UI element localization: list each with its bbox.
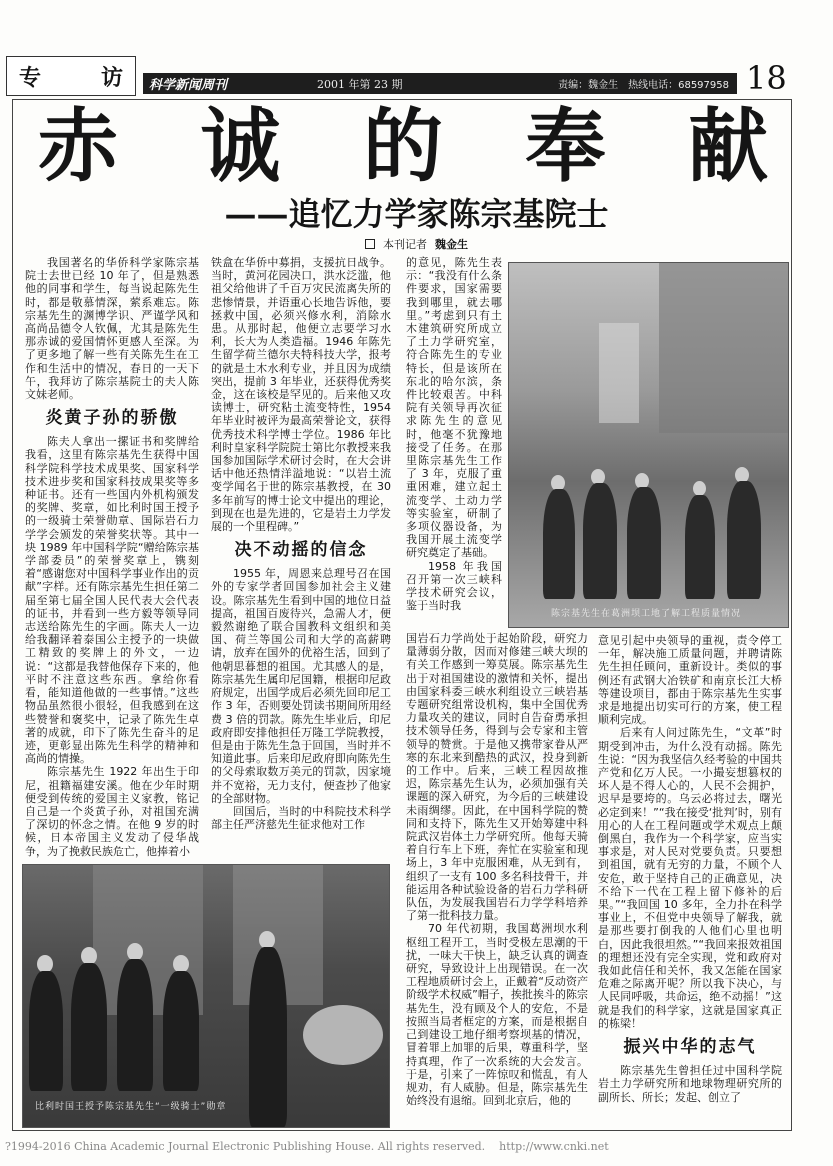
photo-caption: 陈宗基先生在葛洲坝工地了解工程质量情况: [551, 609, 742, 619]
paragraph: 1958 年我国召开第一次三峡科学技术研究会议，鉴于当时我: [406, 559, 502, 613]
paragraph: 国岩石力学尚处于起始阶段，研究力量薄弱分散，因而对修建三峡大坝的有关工作感到一筹莫展。陈宗基先生出于对祖国建设的激情和关怀，提出由国家科委三峡水利组设立三峡岩基专题研究组常设机构，集中全国优秀力量攻关的建议，同时自告奋勇承担技术领导任务，得到与会专家和主管领导的赞赏。于是他又携带家眷从严寒的东北来到酷热的武汉，投身到新的工作中。后来，三峡工程因故推迟，陈宗基先生认为，必须加强有关课题的深入研究，为今后的三峡建设未雨绸缪。因此，在中国科学院的赞同和支持下，陈先生又开始筹建中科院武汉岩体土力学研究所。他每天骑着自行车上下班，奔忙在实验室和现场上，3 年中克服困难，从无到有，组织了一支有 100 多名科技骨干，并能运用各种试验设备的岩石力学科研队伍，为发展我国岩石力学学科培养了第一批科技力量。: [406, 632, 588, 923]
title-char: 献: [688, 100, 768, 193]
paragraph: 后来有人问过陈先生，“文革”时期受到冲击，为什么没有动摇。陈先生说：“因为我坚信久经考验的中国共产党和亿万人民。一小撮妄想篡权的坏人是不得人心的，人民不会拥护，迟早是要垮的。乌云必将过去，曙光必定到来！”“我在接受‘批判’时，别有用心的人在工程问题或学术观点上颠倒黑白，我作为一个科学家，应当实事求是，对人民对党要负责。只要想到祖国，就有无穷的力量，不顾个人安危，敢于坚持自己的正确意见，决不给下一代在工程上留下修补的后果。”“我回国 10 多年，全力扑在科学事业上，不但党中央领导了解我，就是那些要打倒我的人他们心里也明白，因此我很坦然。”“我回来报效祖国的理想还没有完全实现，党和政府对我如此信任和关怀，我又怎能在国家危难之际离开呢？所以我下决心，与人民同呼吸，共命运，绝不动摇！”这就是我们的科学家，这就是国家真正的栋梁！: [598, 726, 782, 1030]
article-title: [38, 100, 768, 193]
paragraph: 陈宗基先生曾担任过中国科学院岩土力学研究所和地球物理研究所的副所长、所长；发起、创立了: [598, 1064, 782, 1104]
publication-name: 科学新闻周刊: [149, 78, 228, 93]
column-4: [598, 634, 782, 1128]
paragraph: 铁盒在华侨中募捐，支援抗日战争。当时，黄河花园决口，洪水泛滥，他祖父给他讲了千百万灾民流离失所的悲惨情景，并语重心长地告诉他，要拯救中国，必须兴修水利，消除水患。从那时起，他便立志要学习水利，长大为人类造福。1946 年陈先生留学荷兰德尔夫特科技大学，报考的就是土木水利专业，并且因为成绩突出，提前 3 年毕业，还获得优秀奖金，这在该校是罕见的。后来他又攻读博士，研究粘土流变特性，1954 年毕业时被评为最高荣誉论文，获得优秀技术科学博士学位。1986 年比利时皇家科学院院士第比尔教授来我国参加国际学术研讨会时，在大会讲话中他还热情洋溢地说：“以岩土流变学闻名于世的陈宗基教授，在 30 多年前写的博士论文中提出的理论，到现在也是先进的，它是岩土力学发展的一个里程碑。”: [211, 256, 391, 534]
author-name: 魏金生: [435, 238, 468, 251]
section-heading: 炎黄子孙的骄傲: [45, 408, 179, 429]
square-bullet-icon: [365, 239, 375, 249]
title-char: 的: [363, 100, 443, 193]
column-1: [25, 256, 199, 858]
title-char: 诚: [200, 100, 281, 193]
column-3-narrow: [406, 256, 502, 630]
column-3: [406, 632, 588, 1128]
byline-prefix: 本刊记者: [383, 238, 427, 251]
section-char: 专: [19, 65, 42, 91]
paragraph: 陈宗基先生 1922 年出生于印尼，祖籍福建安溪。他在少年时期便受到传统的爱国主义家教，铭记自己是一个炎黄子孙，对祖国充满了深切的怀念之情。在他 9 岁的时候，日本帝国主义发动了侵华战争，为了挽救民族危亡，他捧着小: [25, 765, 199, 858]
masthead-bar: [143, 73, 737, 94]
issue-number: 2001 年第 23 期: [317, 77, 403, 91]
column-2: [211, 256, 391, 858]
paragraph: 的意见，陈先生表示：“我没有什么条件要求，国家需要我到哪里，就去哪里。”考虑到只有土木建筑研究所成立了土力学研究室，符合陈先生的专业特长，但是该所在东北的哈尔滨，条件比较艰苦。中科院有关领导再次征求陈先生的意见时，他毫不犹豫地接受了任务。在那里陈宗基先生工作了 3 年，克服了重重困难，建立起土流变学、土动力学等实验室，研制了多项仪器设备，为我国开展土流变学研究奠定了基础。: [406, 256, 502, 560]
page-number: 18: [742, 60, 791, 96]
title-char: 赤: [38, 100, 118, 193]
paragraph: 陈夫人拿出一摞证书和奖牌给我看，这里有陈宗基先生获得中国科学院科学技术成果奖、国家科学技术进步奖和国家科技成果奖等多种证书。还有一些国内外机构颁发的奖牌、奖章，如比利时国王授予的一级骑士荣誉勋章、国际岩石力学学会颁发的荣誉奖状等。其中一块 1989 年中国科学院“赠给陈宗基学部委员”的荣誉奖章上，镌刻着“感谢您对中国科学事业作出的贡献”字样。还有陈宗基先生担任第二届至第七届全国人民代表大会代表的证书，并看到一些方毅等领导同志送给陈先生的字画。陈夫人一边给我翻译着泰国公主授予的一块做工精致的奖牌上的外文，一边说：“这都是我替他保存下来的，他平时不注意这些东西。拿给你看看，能知道他做的一些事情。”这些物品虽然很小很轻，但我感到在这些赞誉和褒奖中，记录了陈先生卓著的成就，印下了陈先生奋斗的足迹，更彰显出陈先生科学的精神和高尚的情操。: [25, 435, 199, 766]
photo-caption: 比利时国王授予陈宗基先生“一级骑士”勋章: [35, 1102, 227, 1112]
paragraph: 回国后，当时的中科院技术科学部主任严济慈先生征求他对工作: [211, 804, 391, 832]
title-char: 奉: [525, 100, 606, 193]
editor-hotline: 责编：魏金生 热线电话：68597958: [558, 80, 729, 91]
copyright-notice: ?1994-2016 China Academic Journal Electronic Publishing House. All rights reserved.: [5, 1140, 486, 1153]
section-heading: 决不动摇的信念: [234, 540, 368, 561]
photo-award-ceremony: [22, 864, 390, 1128]
paragraph: 1955 年，周恩来总理号召在国外的专家学者回国参加社会主义建设。陈宗基先生看到中国的地位日益提高，祖国百废待兴，急需人才，便毅然谢绝了联合国教科文组织和美国、荷兰等国公司和大学的高薪聘请，放弃在国外的优裕生活，回到了他朝思暮想的祖国。尤其感人的是，陈宗基先生属印尼国籍，根据印尼政府规定，出国学成后必须先回印尼工作 3 年，否则要处罚读书期间所用经费 3 倍的罚款。陈先生毕业后，印尼政府即安排他担任万隆工学院教授，但是由于陈先生急于回国，当时并不知道此事。后来印尼政府即向陈先生的父母索取数万美元的罚款，因家境并不宽裕，无力支付，便查抄了他家的全部财物。: [211, 567, 391, 805]
paragraph: 我国著名的华侨科学家陈宗基院士去世已经 10 年了，但是熟悉他的同事和学生，每当说起陈先生时，都是敬慕情深，萦系难忘。陈宗基先生的渊博学识、严谨学风和高尚品德令人钦佩，尤其是陈先生那赤诚的爱国情怀更感人至深。为了更多地了解一些有关陈先生在工作和生活中的情况，春日的一天下午，我拜访了陈宗基院士的夫人陈文妹老师。: [25, 256, 199, 402]
footer-url[interactable]: http://www.cnki.net: [499, 1140, 609, 1153]
section-heading: 振兴中华的志气: [623, 1037, 757, 1058]
article-subtitle: ——追忆力学家陈宗基院士: [224, 195, 609, 233]
section-char: 访: [100, 65, 123, 91]
paragraph: 70 年代初期，我国葛洲坝水利枢纽工程开工，当时受极左思潮的干扰，一味大干快上，缺乏认真的调查研究，导致设计上出现错误。在一次工程地质研讨会上，正戴着“反动资产阶级学术权威”帽子，挨批挨斗的陈宗基先生，没有顾及个人的安危，不是按照当局者框定的方案，而是根据自己到建设工地仔细考察坝基的情况，冒着罪上加罪的后果，尊重科学，坚持真理，作了一次系统的大会发言。于是，引来了一阵惊叹和慌乱，有人规劝，有人威胁。但是，陈宗基先生始终没有退缩。回到北京后，他的: [406, 922, 588, 1108]
paragraph: 意见引起中央领导的重视，责令停工一年，解决施工质量问题，并聘请陈先生担任顾问，重新设计。类似的事例还有武钢大冶铁矿和南京长江大桥等建设项目，都由于陈宗基先生实事求是地提出切实可行的方案，使工程顺利完成。: [598, 634, 782, 727]
byline: [0, 238, 833, 252]
section-label: [6, 56, 136, 96]
footer: [5, 1140, 609, 1153]
photo-worksite: [508, 262, 789, 628]
